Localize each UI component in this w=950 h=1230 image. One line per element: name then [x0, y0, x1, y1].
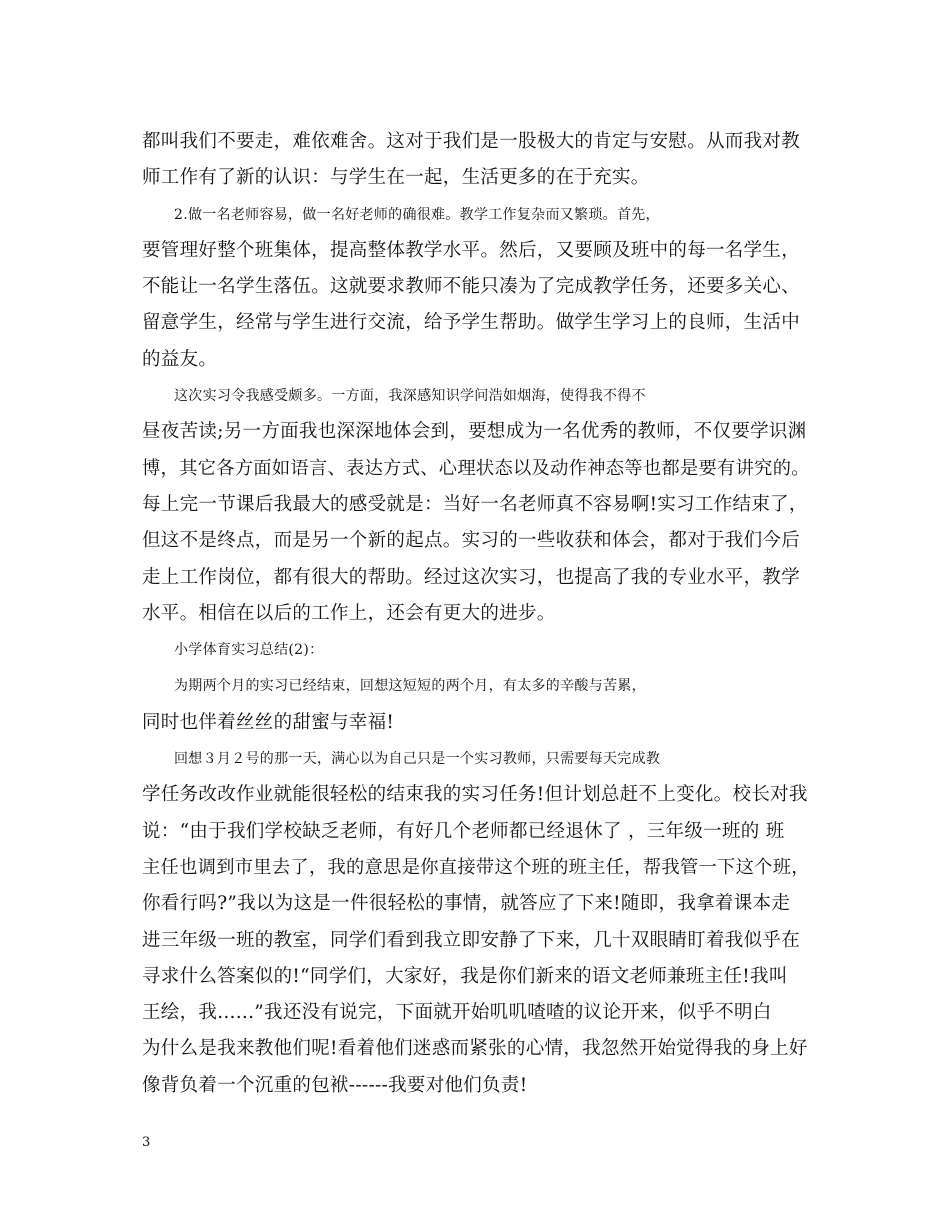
text-line: 学任务改改作业就能很轻松的结束我的实习任务!但计划总赶不上变化。校长对我 — [142, 784, 808, 806]
page-number: 3 — [142, 1135, 151, 1150]
text-line: 水平。相信在以后的工作上，还会有更大的进步。 — [142, 602, 556, 624]
text-line: 师工作有了新的认识：与学生在一起，生活更多的在于充实。 — [142, 167, 650, 189]
text-line: 的益友。 — [142, 348, 218, 370]
text-line: 王绘，我......”我还没有说完，下面就开始叽叽喳喳的议论开来，似乎不明白 — [142, 1002, 772, 1024]
text-line: 要管理好整个班集体，提高整体教学水平。然后，又要顾及班中的每一名学生， — [142, 239, 801, 261]
text-line: 同时也伴着丝丝的甜蜜与幸福! — [142, 711, 395, 733]
text-line: 你看行吗?”我以为这是一件很轻松的事情，就答应了下来!随即，我拿着课本走 — [142, 893, 791, 915]
text-line: 博，其它各方面如语言、表达方式、心理状态以及动作神态等也都是要有讲究的。 — [142, 457, 810, 479]
text-line: 留意学生，经常与学生进行交流，给予学生帮助。做学生学习上的良师，生活中 — [142, 312, 801, 334]
text-line: 昼夜苦读;另一方面我也深深地体会到，要想成为一名优秀的教师，不仅要学识渊 — [142, 421, 807, 443]
text-line: 2.做一名老师容易，做一名好老师的确很难。教学工作复杂而又繁琐。首先， — [174, 206, 660, 223]
text-line: 这次实习令我感受颇多。一方面，我深感知识学问浩如烟海，使得我不得不 — [174, 388, 646, 405]
text-line: 走上工作岗位，都有很大的帮助。经过这次实习，也提高了我的专业水平，教学 — [142, 566, 801, 588]
text-line: 像背负着一个沉重的包袱------我要对他们负责! — [142, 1074, 528, 1096]
text-line: 为期两个月的实习已经结束，回想这短短的两个月，有太多的辛酸与苦累， — [174, 678, 646, 695]
text-line: 不能让一名学生落伍。这就要求教师不能只凑为了完成教学任务，还要多关心、 — [142, 276, 801, 298]
text-line: 但这不是终点，而是另一个新的起点。实习的一些收获和体会，都对于我们今后 — [142, 530, 801, 552]
text-line: 回想３月２号的那一天，满心以为自己只是一个实习教师，只需要每天完成教 — [174, 751, 661, 768]
text-line: 主任也调到市里去了，我的意思是你直接带这个班的班主任，帮我管一下这个班， — [142, 856, 810, 878]
text-line: 进三年级一班的教室，同学们看到我立即安静了下来，几十双眼睛盯着我似乎在 — [142, 929, 801, 951]
text-line: 小学体育实习总结(2)： — [174, 642, 324, 659]
text-line: 都叫我们不要走，难依难舍。这对于我们是一股极大的肯定与安慰。从而我对教 — [142, 131, 801, 152]
text-line: 为什么是我来教他们呢!看着他们迷惑而紧张的心情，我忽然开始觉得我的身上好 — [142, 1038, 808, 1060]
body-text — [142, 124, 812, 1104]
text-line: 每上完一节课后我最大的感受就是：当好一名老师真不容易啊!实习工作结束了， — [142, 493, 808, 515]
text-line: 说：“由于我们学校缺乏老师，有好几个老师都已经退休了 ，三年级一班的 班 — [142, 820, 785, 842]
text-line: 寻求什么答案似的!“同学们，大家好，我是你们新来的语文老师兼班主任!我叫 — [142, 965, 788, 987]
